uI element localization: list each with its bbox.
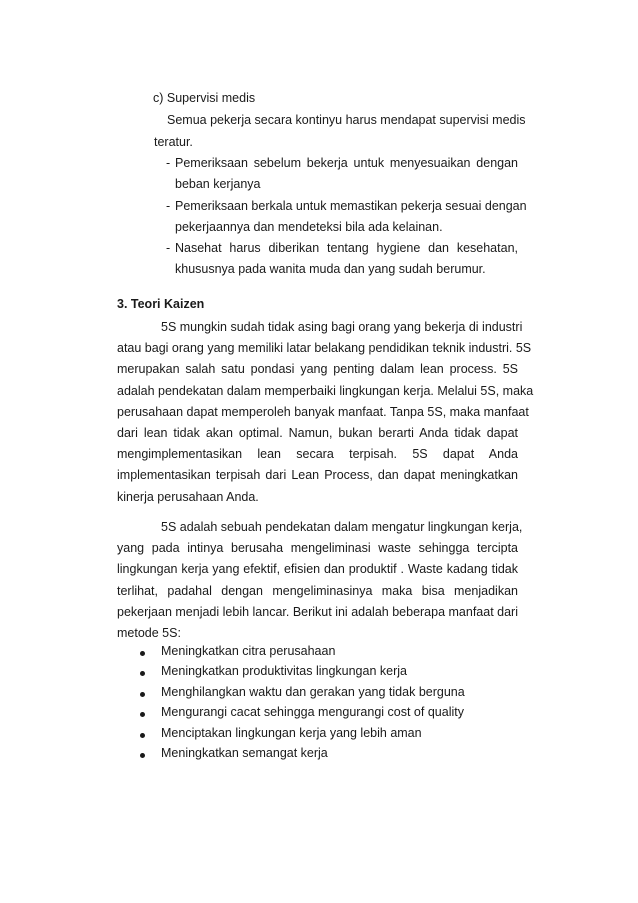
dash-marker: -	[166, 156, 171, 170]
bullet-icon	[140, 712, 145, 717]
supervision-item-1-line-1: Pemeriksaan sebelum bekerja untuk menyesuaikan dengan	[175, 156, 518, 170]
benefit-item: Menciptakan lingkungan kerja yang lebih aman	[161, 726, 422, 740]
supervision-item-1-line-2: beban kerjanya	[175, 177, 261, 191]
paragraph-1-line: implementasikan terpisah dari Lean Process, dan dapat meningkatkan	[117, 468, 518, 482]
paragraph-1-line: mengimplementasikan lean secara terpisah. 5S dapat Anda	[117, 447, 518, 461]
dash-marker: -	[166, 199, 171, 213]
supervision-item-2-line-2: pekerjaannya dan mendeteksi bila ada kelainan.	[175, 220, 443, 234]
supervision-item-3-line-1: Nasehat harus diberikan tentang hygiene dan kesehatan,	[175, 241, 518, 255]
paragraph-2-line: yang pada intinya berusaha mengeliminasi waste sehingga tercipta	[117, 541, 518, 555]
benefit-item: Meningkatkan citra perusahaan	[161, 644, 336, 658]
paragraph-2-line: terlihat, padahal dengan mengeliminasinya maka bisa menjadikan	[117, 584, 518, 598]
paragraph-1-line: merupakan salah satu pondasi yang penting dalam lean process. 5S	[117, 362, 518, 376]
supervision-item-2-line-1: Pemeriksaan berkala untuk memastikan pekerja sesuai dengan	[175, 199, 527, 213]
supervision-intro-line-2: teratur.	[154, 135, 193, 149]
paragraph-1-line: dari lean tidak akan optimal. Namun, bukan berarti Anda tidak dapat	[117, 426, 518, 440]
bullet-icon	[140, 671, 145, 676]
bullet-icon	[140, 651, 145, 656]
benefit-item: Meningkatkan semangat kerja	[161, 746, 328, 760]
benefit-item: Menghilangkan waktu dan gerakan yang tidak berguna	[161, 685, 465, 699]
paragraph-2-line: metode 5S:	[117, 626, 181, 640]
paragraph-2-line: pekerjaan menjadi lebih lancar. Berikut ini adalah beberapa manfaat dari	[117, 605, 518, 619]
bullet-icon	[140, 733, 145, 738]
supervision-intro-line-1: Semua pekerja secara kontinyu harus mendapat supervisi medis	[167, 113, 526, 127]
paragraph-2-line: 5S adalah sebuah pendekatan dalam mengatur lingkungan kerja,	[161, 520, 523, 534]
bullet-icon	[140, 692, 145, 697]
supervision-item-3-line-2: khususnya pada wanita muda dan yang sudah berumur.	[175, 262, 486, 276]
subheading-supervisi-medis: c) Supervisi medis	[153, 91, 256, 105]
benefit-item: Meningkatkan produktivitas lingkungan kerja	[161, 664, 407, 678]
paragraph-1-line: adalah pendekatan dalam memperbaiki lingkungan kerja. Melalui 5S, maka	[117, 384, 534, 398]
paragraph-1-line: perusahaan dapat memperoleh banyak manfaat. Tanpa 5S, maka manfaat	[117, 405, 529, 419]
paragraph-1-line: atau bagi orang yang memiliki latar belakang pendidikan teknik industri. 5S	[117, 341, 532, 355]
dash-marker: -	[166, 241, 171, 255]
section-title: 3. Teori Kaizen	[117, 297, 205, 311]
bullet-icon	[140, 753, 145, 758]
paragraph-2-line: lingkungan kerja yang efektif, efisien dan produktif . Waste kadang tidak	[117, 562, 518, 576]
benefit-item: Mengurangi cacat sehingga mengurangi cost of quality	[161, 705, 464, 719]
paragraph-1-line: 5S mungkin sudah tidak asing bagi orang yang bekerja di industri	[161, 320, 523, 334]
paragraph-1-line: kinerja perusahaan Anda.	[117, 490, 259, 504]
